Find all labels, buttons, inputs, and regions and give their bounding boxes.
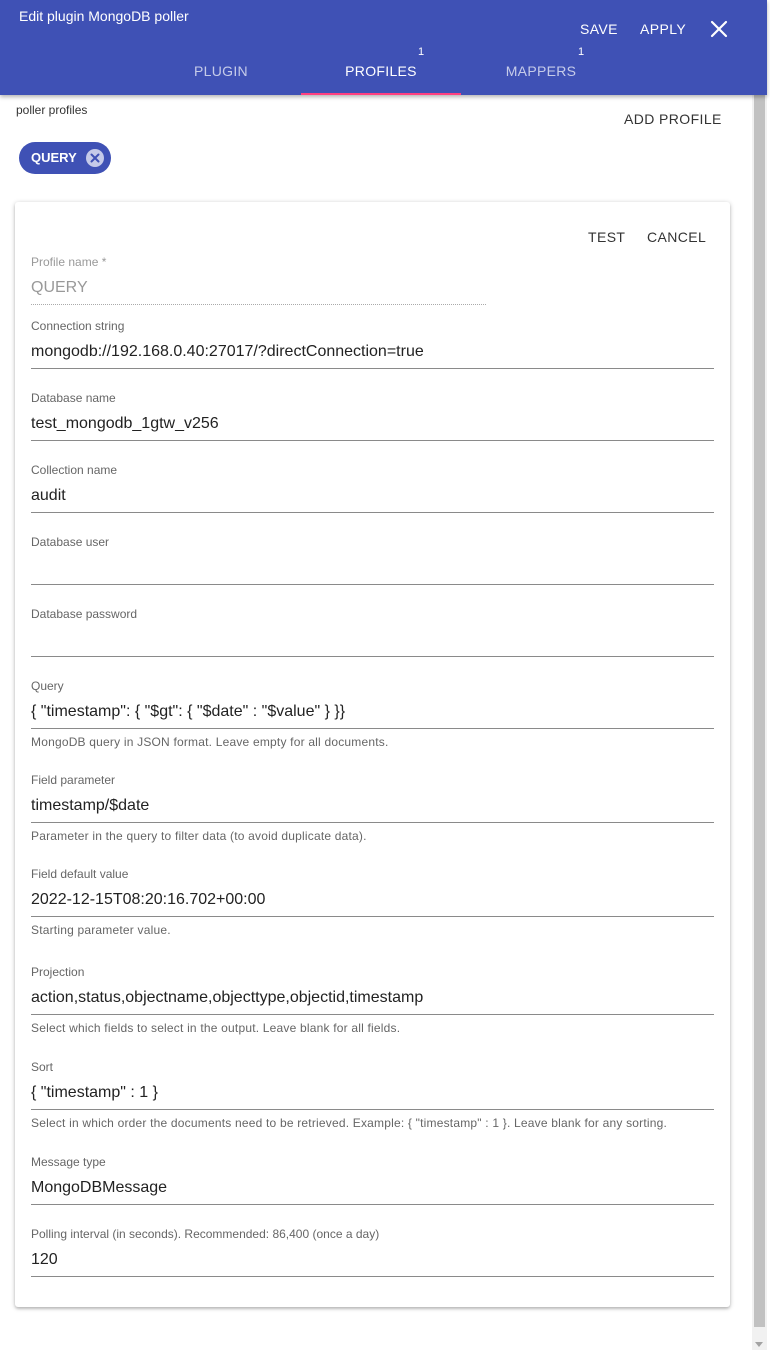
tab-profiles-badge: 1 xyxy=(418,46,425,58)
projection-input[interactable] xyxy=(31,985,714,1011)
field-parameter-underline xyxy=(31,822,714,823)
tab-plugin[interactable] xyxy=(141,44,301,95)
cancel-button[interactable]: CANCEL xyxy=(647,229,707,245)
add-profile-button[interactable]: ADD PROFILE xyxy=(624,111,722,127)
database-password-input[interactable] xyxy=(31,627,714,653)
field-parameter-input[interactable] xyxy=(31,793,714,819)
tab-plugin-label: PLUGIN xyxy=(194,63,248,79)
database-password-label: Database password xyxy=(31,607,138,621)
field-default-value-helper-text: Starting parameter value. xyxy=(31,923,171,937)
tab-mappers-label: MAPPERS xyxy=(505,63,577,79)
message-type-input[interactable] xyxy=(31,1175,714,1201)
message-type-label: Message type xyxy=(31,1155,106,1169)
profile-name-underline xyxy=(31,304,486,305)
profile-name-label: Profile name * xyxy=(31,255,107,269)
projection-label: Projection xyxy=(31,965,85,979)
save-button[interactable]: SAVE xyxy=(580,21,618,37)
chip-remove-icon[interactable] xyxy=(85,148,105,168)
profile-editor-card xyxy=(15,202,730,1307)
tab-mappers-badge: 1 xyxy=(578,46,585,58)
dialog-title: Edit plugin MongoDB poller xyxy=(19,8,189,24)
sort-input[interactable] xyxy=(31,1080,714,1106)
test-button[interactable]: TEST xyxy=(588,229,626,245)
tab-profiles[interactable] xyxy=(301,44,461,95)
query-label: Query xyxy=(31,679,64,693)
sort-underline xyxy=(31,1109,714,1110)
field-default-value-underline xyxy=(31,916,714,917)
app-header xyxy=(0,0,767,95)
connection-string-label: Connection string xyxy=(31,319,125,333)
query-underline xyxy=(31,728,714,729)
field-default-value-input[interactable] xyxy=(31,887,714,913)
scrollbar[interactable] xyxy=(752,95,767,1350)
query-input[interactable] xyxy=(31,699,714,725)
database-name-underline xyxy=(31,440,714,441)
field-parameter-helper-text: Parameter in the query to filter data (to avoid duplicate data). xyxy=(31,829,367,843)
scrollbar-thumb[interactable] xyxy=(754,95,765,1327)
close-icon[interactable] xyxy=(710,20,728,38)
polling-interval-label: Polling interval (in seconds). Recommended: 86,400 (once a day) xyxy=(31,1227,380,1241)
connection-string-input[interactable] xyxy=(31,339,714,365)
projection-helper-text: Select which fields to select in the output. Leave blank for all fields. xyxy=(31,1021,401,1035)
field-parameter-label: Field parameter xyxy=(31,773,116,787)
database-password-underline xyxy=(31,656,714,657)
database-user-underline xyxy=(31,584,714,585)
database-name-input[interactable] xyxy=(31,411,714,437)
query-helper-text: MongoDB query in JSON format. Leave empty for all documents. xyxy=(31,735,389,749)
database-user-input[interactable] xyxy=(31,555,714,581)
message-type-underline xyxy=(31,1204,714,1205)
tab-mappers[interactable] xyxy=(461,44,621,95)
profile-name-input xyxy=(31,275,486,301)
tab-profiles-label: PROFILES xyxy=(345,63,417,79)
polling-interval-underline xyxy=(31,1276,714,1277)
sort-label: Sort xyxy=(31,1060,54,1074)
projection-underline xyxy=(31,1014,714,1015)
profile-chip-label: QUERY xyxy=(31,150,77,165)
collection-name-label: Collection name xyxy=(31,463,118,477)
connection-string-underline xyxy=(31,368,714,369)
sort-helper-text: Select in which order the documents need to be retrieved. Example: { "timestamp" : 1 }. Leave blank for any sorting. xyxy=(31,1116,668,1130)
apply-button[interactable]: APPLY xyxy=(640,21,687,37)
collection-name-input[interactable] xyxy=(31,483,714,509)
scroll-down-arrow-icon[interactable] xyxy=(755,1342,763,1347)
profiles-section-label: poller profiles xyxy=(16,103,88,117)
database-name-label: Database name xyxy=(31,391,116,405)
database-user-label: Database user xyxy=(31,535,110,549)
collection-name-underline xyxy=(31,512,714,513)
polling-interval-input[interactable] xyxy=(31,1247,714,1273)
field-default-value-label: Field default value xyxy=(31,867,129,881)
